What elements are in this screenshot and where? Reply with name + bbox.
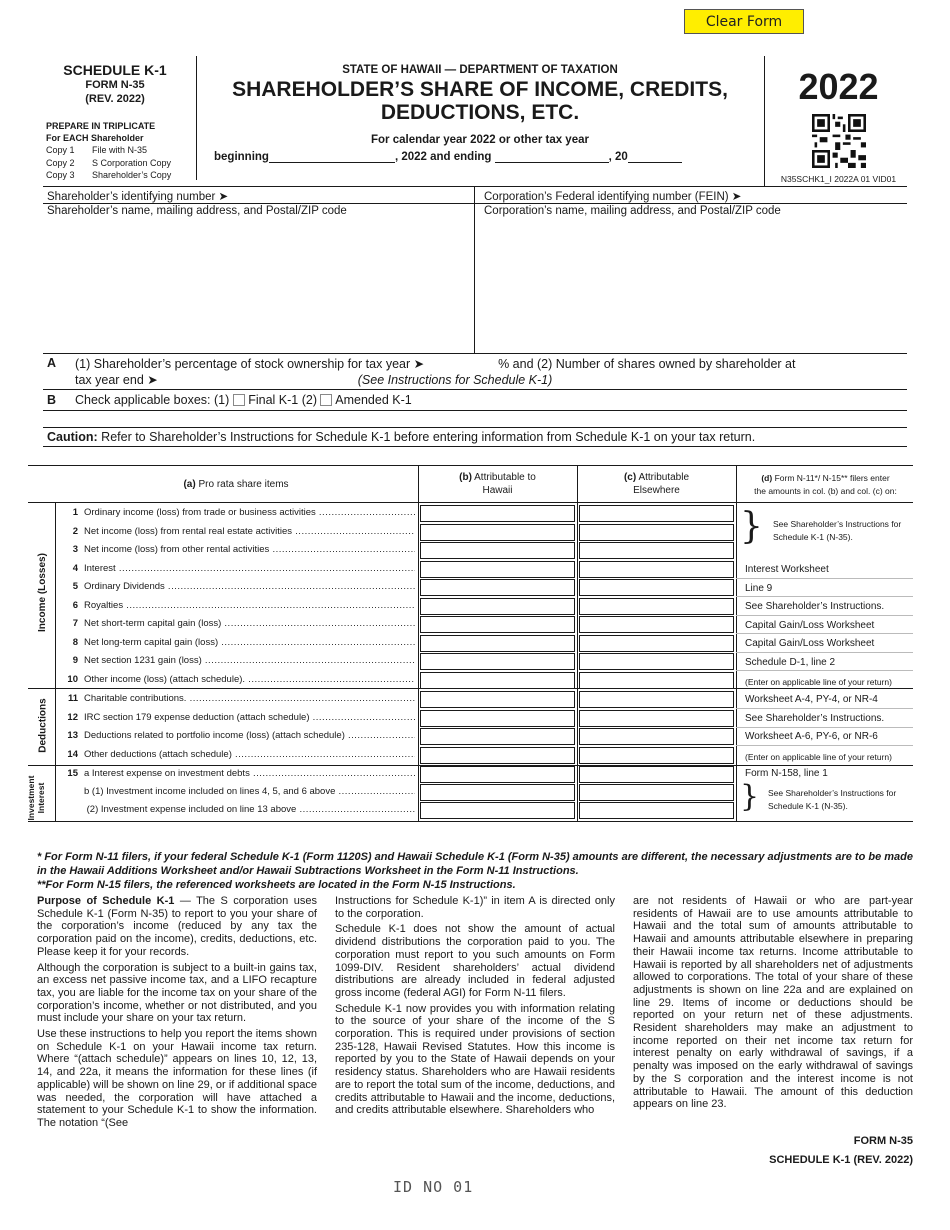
col-d-r12: See Shareholder’s Instructions. <box>745 713 885 724</box>
row-separator <box>736 596 913 597</box>
col-d-r8: Capital Gain/Loss Worksheet <box>745 638 875 649</box>
elsewhere-amount-field[interactable] <box>579 653 734 670</box>
table-row <box>60 636 415 650</box>
table-row <box>60 748 415 762</box>
row-label: Net income (loss) from other rental activities ..... <box>84 544 415 555</box>
col-d-r14: (Enter on applicable line of your return) <box>745 752 892 762</box>
table-row <box>60 711 415 725</box>
table-row <box>60 543 415 557</box>
instructions-col-1: Purpose of Schedule K-1 — The S corporation uses Schedule K-1 (Form N-35) to report to you your share of the corporation’s income (reduced by any tax the corporation paid on the income), credits, deductions, etc. Please keep it for your records. Although the corporation is subject to a built-in gains tax, an excess net passive income tax, and a LIFO recapture tax, you are liable for the income tax on your share of the corporation’s income, whether or not distributed, and you must include your share on your tax return. Use these instructions to help you report the items shown on Schedule K-1 on your Hawaii income tax return. Where “(attach schedule)” appears on lines 10, 12, 13, 14, and 22a, it means the information for these lines (if applicable) will be shown on line 29, or if additional space was needed, the corporation will have attached a statement to your Schedule K-1 to show the information. The notation “(See <box>37 895 317 1129</box>
row-label: Net income (loss) from rental real estate activities ..... <box>84 526 415 537</box>
row-separator <box>736 578 913 579</box>
line-a-text: (1) Shareholder’s percentage of stock ownership for tax year ➤ % and (2) Number of shares owned by shareholder at <box>75 357 796 371</box>
line-b-letter: B <box>47 393 57 407</box>
shareholder-name-label: Shareholder’s name, mailing address, and Postal/ZIP code <box>47 205 347 217</box>
form-number: FORM N-35 <box>85 79 145 91</box>
divider <box>43 410 907 411</box>
row-label: Net long-term capital gain (loss) ..... <box>84 637 415 648</box>
row-label: Other deductions (attach schedule) ..... <box>84 749 415 760</box>
col-divider <box>418 465 419 822</box>
form-title: SHAREHOLDER’S SHARE OF INCOME, CREDITS, DEDUCTIONS, ETC. <box>232 78 728 124</box>
schedule-title: SCHEDULE K-1 <box>63 62 167 78</box>
row-number: 10 <box>67 674 78 685</box>
row-label: Royalties ..... <box>84 600 415 611</box>
col-d-r6: See Shareholder’s Instructions. <box>745 601 885 612</box>
section-investment-label: Investment Interest <box>26 775 46 821</box>
table-row <box>60 580 415 594</box>
section-income-label: Income (Losses) <box>37 553 48 632</box>
elsewhere-amount-field[interactable] <box>579 505 734 522</box>
table-header-border <box>28 502 913 503</box>
row-label: b (1) Investment income included on lines 4, 5, and 6 above ..... <box>84 786 415 797</box>
table-top-border <box>28 465 913 466</box>
department-name: STATE OF HAWAII — DEPARTMENT OF TAXATION <box>342 64 618 76</box>
hawaii-amount-field[interactable] <box>420 672 575 689</box>
amended-k1-checkbox[interactable] <box>320 394 332 406</box>
end-year-field[interactable] <box>628 151 682 163</box>
copy-item: Copy 2 S Corporation Copy <box>46 157 172 168</box>
divider <box>474 186 475 354</box>
begin-date-field[interactable] <box>269 151 395 163</box>
qr-code-icon <box>812 114 866 168</box>
table-row <box>60 506 415 520</box>
row-number: 3 <box>72 544 78 555</box>
row-separator <box>736 633 913 634</box>
row-label: Deductions related to portfolio income (loss) (attach schedule) ..... <box>84 730 415 741</box>
footer-form-number: FORM N-35 <box>853 1135 913 1147</box>
row-number: 2 <box>72 526 78 537</box>
table-row <box>60 803 415 817</box>
row-number: 6 <box>72 600 78 611</box>
copies-list <box>46 144 190 182</box>
tax-year-period: beginning , 2022 and ending , 20 <box>214 151 682 163</box>
table-row <box>60 785 415 799</box>
hawaii-amount-field[interactable] <box>420 524 575 541</box>
section-divider <box>55 502 56 822</box>
corp-name-label: Corporation’s name, mailing address, and Postal/ZIP code <box>484 205 781 217</box>
col-d-header: (d) Form N-11*/ N-15** filers enter the amounts in col. (b) and col. (c) on: <box>754 473 897 496</box>
hawaii-amount-field[interactable] <box>420 653 575 670</box>
row-label: IRC section 179 expense deduction (attach schedule) ..... <box>84 712 415 723</box>
elsewhere-amount-field[interactable] <box>579 710 734 727</box>
row-label: Other income (loss) (attach schedule). ..... <box>84 674 415 685</box>
table-row <box>60 525 415 539</box>
copy-item: Copy 3 Shareholder’s Copy <box>46 170 172 180</box>
version-id: N35SCHK1_I 2022A 01 VID01 <box>780 174 897 184</box>
header-divider-left <box>196 56 197 180</box>
col-d-brace-2: See Shareholder’s Instructions for Schedule K-1 (N-35). <box>768 788 897 811</box>
hawaii-amount-field[interactable] <box>420 561 575 578</box>
hawaii-amount-field[interactable] <box>420 542 575 559</box>
row-number: 5 <box>72 581 78 592</box>
col-a-header: (a) Pro rata share items <box>183 479 289 490</box>
elsewhere-amount-field[interactable] <box>579 747 734 764</box>
col-d-r7: Capital Gain/Loss Worksheet <box>745 620 875 631</box>
row-label: a Interest expense on investment debts ..... <box>84 768 415 779</box>
hawaii-amount-field[interactable] <box>420 505 575 522</box>
end-date-field[interactable] <box>495 151 609 163</box>
hawaii-amount-field[interactable] <box>420 766 575 783</box>
hawaii-amount-field[interactable] <box>420 616 575 633</box>
row-number: 8 <box>72 637 78 648</box>
col-d-r11: Worksheet A-4, PY-4, or NR-4 <box>745 694 878 705</box>
copy-item: Copy 1 File with N-35 <box>46 145 148 155</box>
table-bottom-border <box>28 821 913 822</box>
elsewhere-amount-field[interactable] <box>579 766 734 783</box>
corp-fein-label: Corporation’s Federal identifying number (FEIN) ➤ <box>484 191 742 203</box>
table-row <box>60 654 415 668</box>
table-row <box>60 729 415 743</box>
row-separator <box>736 652 913 653</box>
brace-icon: } <box>740 506 763 547</box>
elsewhere-amount-field[interactable] <box>579 598 734 615</box>
footnote: * For Form N-11 filers, if your federal Schedule K-1 (Form 1120S) and Hawaii Schedule K-1 (Form N-35) amounts are different, the necessary adjustments are to be made in the Hawaii Additions Worksheet and/or Hawaii Subtractions Worksheet in the Form N-11 Instructions. **For Form N-15 filers, the referenced worksheets are located in the Form N-15 Instructions. <box>37 851 913 891</box>
line-a-text-2: tax year end ➤ (See Instructions for Schedule K-1) <box>75 373 553 387</box>
hawaii-amount-field[interactable] <box>420 784 575 801</box>
hawaii-amount-field[interactable] <box>420 747 575 764</box>
hawaii-amount-field[interactable] <box>420 728 575 745</box>
clear-form-button[interactable]: Clear Form <box>684 9 804 34</box>
col-b-header: (b) Attributable to Hawaii <box>459 472 536 496</box>
row-separator <box>736 708 913 709</box>
line-a-letter: A <box>47 356 57 370</box>
elsewhere-amount-field[interactable] <box>579 524 734 541</box>
divider <box>43 446 907 447</box>
col-d-r10: (Enter on applicable line of your return) <box>745 677 892 687</box>
id-number: ID NO 01 <box>393 1178 474 1196</box>
hawaii-amount-field[interactable] <box>420 579 575 596</box>
row-label: (2) Investment expense included on line 13 above ..... <box>84 804 415 815</box>
row-label: Ordinary Dividends ..... <box>84 581 415 592</box>
caution-text: Caution: Refer to Shareholder’s Instructions for Schedule K-1 before entering information from Schedule K-1 on your tax return. <box>47 430 756 444</box>
row-number: 4 <box>72 563 78 574</box>
col-d-r13: Worksheet A-6, PY-6, or NR-6 <box>745 731 878 742</box>
hawaii-amount-field[interactable] <box>420 691 575 708</box>
divider <box>43 427 907 428</box>
final-k1-checkbox[interactable] <box>233 394 245 406</box>
hawaii-amount-field[interactable] <box>420 635 575 652</box>
row-label: Interest ..... <box>84 563 415 574</box>
line-b-text: Check applicable boxes: (1) Final K-1 (2) Amended K-1 <box>75 393 412 407</box>
row-separator <box>736 615 913 616</box>
col-d-r15: Form N-158, line 1 <box>745 768 828 779</box>
elsewhere-amount-field[interactable] <box>579 561 734 578</box>
elsewhere-amount-field[interactable] <box>579 728 734 745</box>
instructions-col-3: are not residents of Hawaii or who are part-year residents of Hawaii are to use amounts attributable to Hawaii and the total sum of amounts attributable to Hawaii and amounts attributable elsewhere in preparing their Hawaii income tax returns. Income attributable to Hawaii is reported by all shareholders net of adjustments allowed to corporations. The total of your share of these adjustments is shown on line 22a and are explained on line 29. Items of income or deductions should be reported on your return net of these adjustments. Resident shareholders may make an adjustment to income reported on their net income tax return for interest penalty on early withdrawal of savings, if a penalty was imposed on the early withdrawal of savings by the S corporation and the interest income is not attributable to Hawaii. The amount of this deduction appears on line 23. <box>633 895 913 1111</box>
row-number: 1 <box>72 507 78 518</box>
hawaii-amount-field[interactable] <box>420 710 575 727</box>
for-each-shareholder: For EACH Shareholder <box>46 133 144 143</box>
elsewhere-amount-field[interactable] <box>579 635 734 652</box>
row-number: 11 <box>67 693 78 704</box>
table-row <box>60 673 415 687</box>
row-label: Charitable contributions. ..... <box>84 693 415 704</box>
row-number: 15 <box>67 768 78 779</box>
header-divider-right <box>764 56 765 186</box>
row-number: 13 <box>67 730 78 741</box>
elsewhere-amount-field[interactable] <box>579 542 734 559</box>
divider <box>43 389 907 390</box>
calendar-year-text: For calendar year 2022 or other tax year <box>371 134 589 146</box>
table-row <box>60 599 415 613</box>
col-d-brace-1: See Shareholder’s Instructions for Schedule K-1 (N-35). <box>773 519 902 542</box>
row-separator <box>736 727 913 728</box>
form-revision: (REV. 2022) <box>85 93 145 105</box>
form-id-block <box>40 62 190 182</box>
divider <box>43 186 907 187</box>
elsewhere-amount-field[interactable] <box>579 802 734 819</box>
row-number: 12 <box>67 712 78 723</box>
elsewhere-amount-field[interactable] <box>579 616 734 633</box>
col-c-header: (c) Attributable Elsewhere <box>623 472 690 496</box>
col-d-r9: Schedule D-1, line 2 <box>745 657 836 668</box>
elsewhere-amount-field[interactable] <box>579 579 734 596</box>
divider <box>43 353 907 354</box>
elsewhere-amount-field[interactable] <box>579 672 734 689</box>
section-deductions-label: Deductions <box>37 698 49 753</box>
tax-year: 2022 <box>798 66 879 107</box>
table-row <box>60 617 415 631</box>
shareholder-address-field[interactable] <box>45 220 470 350</box>
hawaii-amount-field[interactable] <box>420 598 575 615</box>
instructions <box>37 895 913 1133</box>
row-separator <box>736 670 913 671</box>
corp-address-field[interactable] <box>480 220 905 350</box>
footer-schedule: SCHEDULE K-1 (REV. 2022) <box>769 1154 913 1166</box>
col-d-r5: Line 9 <box>745 583 773 594</box>
elsewhere-amount-field[interactable] <box>579 691 734 708</box>
row-separator <box>736 745 913 746</box>
row-number: 9 <box>72 655 78 666</box>
prepare-in-triplicate: PREPARE IN TRIPLICATE <box>46 121 156 131</box>
table-row <box>60 767 415 781</box>
row-label: Ordinary income (loss) from trade or business activities ..... <box>84 507 415 518</box>
elsewhere-amount-field[interactable] <box>579 784 734 801</box>
instructions-col-2: Instructions for Schedule K-1)” in item A is directed only to the corporation. Schedule K-1 does not show the amount of actual dividend distributions the corporation paid to you. The corporation must report to you such amounts on Form 1099-DIV. Resident shareholders’ actual dividend distributions are already included in federal adjusted gross income (federal AGI) for Form N-11 filers. Schedule K-1 now provides you with information relating to the source of your share of the income of the S corporation. This is required under provisions of section 235-128, Hawaii Revised Statutes. How this income is reported by you to the State of Hawaii depends on your residency status. Shareholders who are Hawaii residents are to report the total sum of the income, deductions, and credits attributable to Hawaii and the income, deductions, and credits attributable elsewhere. Shareholders who <box>335 895 615 1117</box>
col-divider <box>577 465 578 822</box>
hawaii-amount-field[interactable] <box>420 802 575 819</box>
row-label: Net short-term capital gain (loss) ..... <box>84 618 415 629</box>
col-d-r4: Interest Worksheet <box>745 564 829 575</box>
divider <box>43 203 907 204</box>
row-number: 7 <box>72 618 78 629</box>
shareholder-id-label: Shareholder’s identifying number ➤ <box>47 191 229 203</box>
col-divider <box>736 465 737 822</box>
row-label: Net section 1231 gain (loss) ..... <box>84 655 415 666</box>
table-row <box>60 562 415 576</box>
row-number: 14 <box>67 749 78 760</box>
brace-icon: } <box>740 779 760 814</box>
table-row <box>60 692 415 706</box>
